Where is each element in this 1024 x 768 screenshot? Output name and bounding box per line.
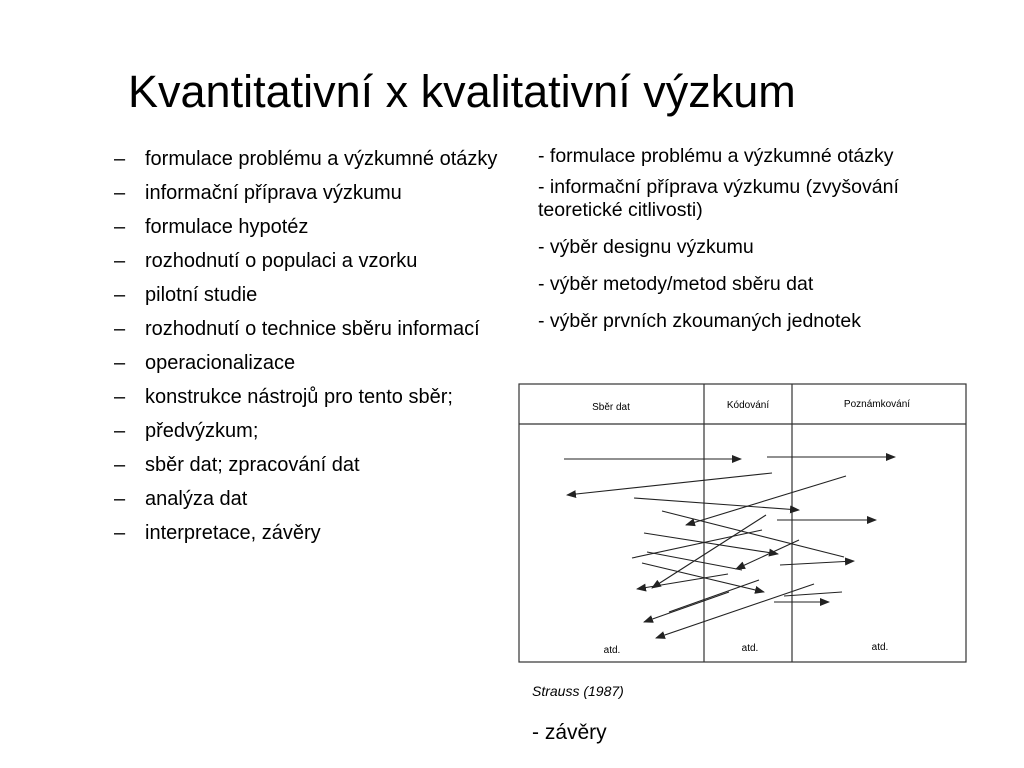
research-cycle-diagram xyxy=(514,380,974,666)
source-citation: Strauss (1987) xyxy=(532,683,624,699)
list-item: - výběr metody/metod sběru dat xyxy=(538,273,814,295)
list-item: – formulace hypotéz xyxy=(112,214,512,241)
diagram-frame xyxy=(519,384,966,662)
slide-title: Kvantitativní x kvalitativní výzkum xyxy=(128,66,796,117)
list-item: - výběr designu výzkumu xyxy=(538,236,754,258)
list-item: – formulace problému a výzkumné otázky xyxy=(112,146,512,173)
list-item: – předvýzkum; xyxy=(112,418,512,445)
arrow xyxy=(686,476,846,525)
list-item: – rozhodnutí o populaci a vzorku xyxy=(112,248,512,275)
arrow xyxy=(656,584,814,638)
footer-coding: atd. xyxy=(741,643,759,654)
list-item: - informační příprava výzkumu (zvyšování teoretické citlivosti) xyxy=(538,176,899,221)
arrow xyxy=(634,498,799,510)
arrow xyxy=(780,561,854,565)
arrow xyxy=(637,574,728,589)
conclusion-step: - závěry xyxy=(532,721,607,744)
list-item: – analýza dat xyxy=(112,486,512,513)
arrow xyxy=(784,592,842,596)
column-header-coding: Kódování xyxy=(726,400,770,411)
list-item: – konstrukce nástrojů pro tento sběr; xyxy=(112,384,512,411)
list-item: – pilotní studie xyxy=(112,282,512,309)
list-item: - výběr prvních zkoumaných jednotek xyxy=(538,310,861,332)
arrow xyxy=(567,473,772,495)
list-item: – sběr dat; zpracování dat xyxy=(112,452,512,479)
list-item: - formulace problému a výzkumné otázky xyxy=(538,145,894,167)
list-item: – rozhodnutí o technice sběru informací xyxy=(112,316,512,343)
footer-memoing: atd. xyxy=(871,642,889,653)
arrow xyxy=(642,563,764,592)
list-item: – interpretace, závěry xyxy=(112,520,512,547)
column-header-memoing: Poznámkování xyxy=(843,399,911,410)
list-item: – informační příprava výzkumu xyxy=(112,180,512,207)
diagram-canvas xyxy=(514,380,974,666)
qualitative-steps-list xyxy=(538,145,978,347)
list-item: – operacionalizace xyxy=(112,350,512,377)
quantitative-steps-list xyxy=(112,146,512,554)
process-arrows xyxy=(564,457,895,638)
column-header-collection: Sběr dat xyxy=(592,402,630,413)
footer-collection: atd. xyxy=(603,645,621,656)
